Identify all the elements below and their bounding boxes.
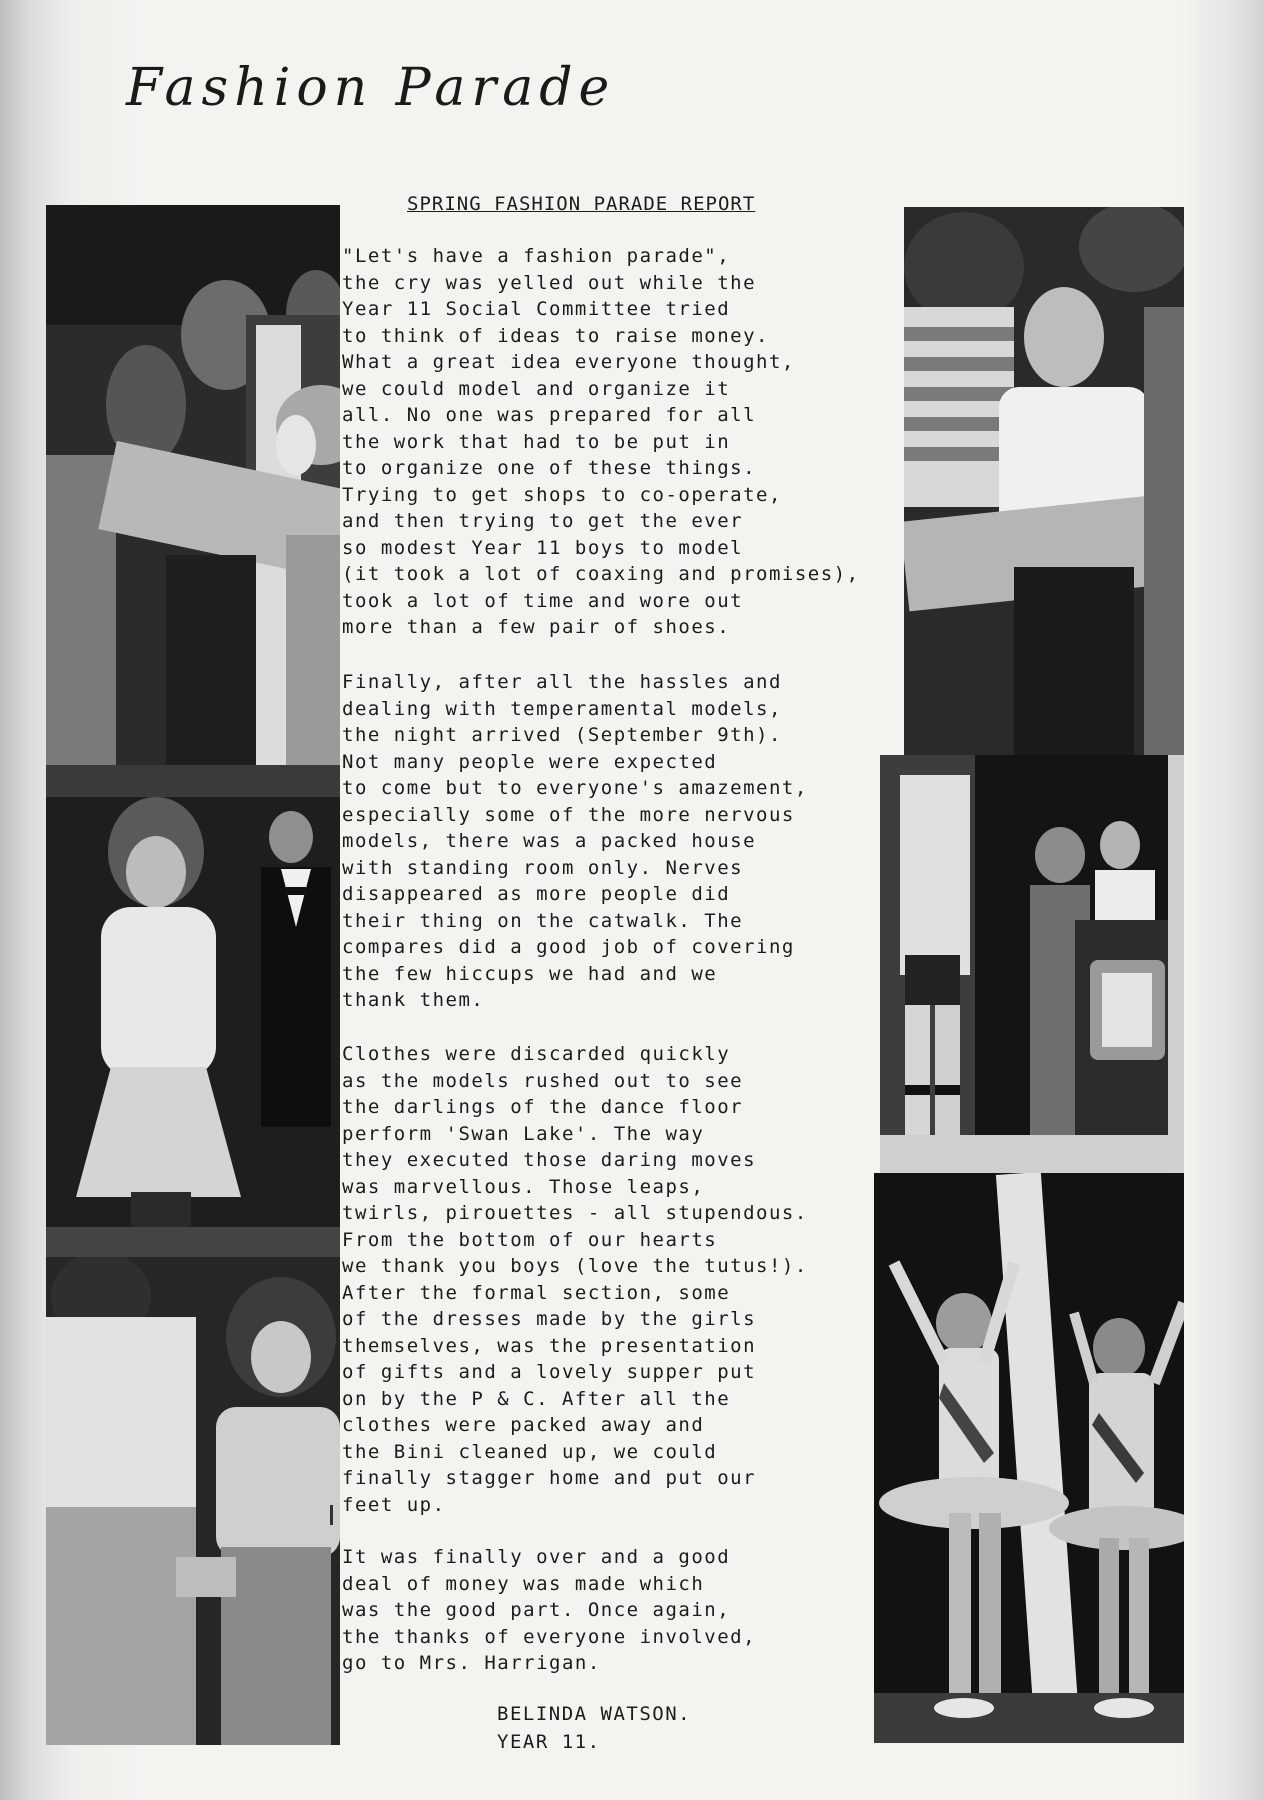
- text-line: From the bottom of our hearts: [342, 1228, 718, 1251]
- text-line: was the good part. Once again,: [342, 1599, 731, 1621]
- text-line: on by the P & C. After all the: [342, 1387, 731, 1410]
- text-line: the thanks of everyone involved,: [342, 1625, 757, 1648]
- text-line: go to Mrs. Harrigan.: [342, 1652, 601, 1674]
- text-line: with standing room only. Nerves: [342, 856, 744, 879]
- text-line: to come but to everyone's amazement,: [342, 777, 808, 799]
- photo-formal-couple: [46, 797, 340, 1257]
- text-line: the night arrived (September 9th).: [342, 724, 782, 746]
- text-line: and then trying to get the ever: [342, 510, 744, 532]
- page-title: Fashion Parade: [126, 58, 616, 118]
- text-line: to organize one of these things.: [342, 457, 757, 479]
- photo-striped-models: [904, 207, 1184, 755]
- text-line: as the models rushed out to see: [342, 1069, 744, 1092]
- text-line: the cry was yelled out while the: [342, 271, 757, 294]
- margin-mark: [330, 1505, 333, 1525]
- text-line: "Let's have a fashion parade",: [342, 245, 731, 267]
- text-line: especially some of the more nervous: [342, 803, 795, 826]
- photo-casual-couple: [46, 1257, 340, 1745]
- text-line: Clothes were discarded quickly: [342, 1043, 731, 1065]
- text-line: to think of ideas to raise money.: [342, 324, 769, 347]
- text-line: we could model and organize it: [342, 377, 731, 400]
- text-line: Trying to get shops to co-operate,: [342, 483, 782, 506]
- text-line: the darlings of the dance floor: [342, 1096, 744, 1118]
- text-line: perform 'Swan Lake'. The way: [342, 1122, 705, 1145]
- text-line: disappeared as more people did: [342, 883, 731, 905]
- paragraph-closing: [342, 1544, 902, 1677]
- paragraph-intro: [342, 243, 902, 641]
- text-line: the Bini cleaned up, we could: [342, 1440, 718, 1463]
- photo-compares-lectern: [880, 755, 1184, 1173]
- text-line: so modest Year 11 boys to model: [342, 536, 744, 559]
- text-line: the work that had to be put in: [342, 430, 731, 453]
- text-line: It was finally over and a good: [342, 1546, 731, 1568]
- text-line: they executed those daring moves: [342, 1149, 757, 1171]
- text-line: took a lot of time and wore out: [342, 589, 744, 612]
- report-heading: SPRING FASHION PARADE REPORT: [407, 193, 756, 215]
- text-line: more than a few pair of shoes.: [342, 616, 731, 638]
- text-line: Finally, after all the hassles and: [342, 671, 782, 693]
- text-line: of the dresses made by the girls: [342, 1308, 757, 1330]
- text-line: themselves, was the presentation: [342, 1334, 757, 1357]
- paragraph-swan-lake: [342, 1041, 902, 1518]
- text-line: we thank you boys (love the tutus!).: [342, 1255, 808, 1277]
- author-signature: [497, 1700, 797, 1756]
- text-line: all. No one was prepared for all: [342, 404, 757, 426]
- text-line: of gifts and a lovely supper put: [342, 1361, 757, 1383]
- text-line: After the formal section, some: [342, 1281, 731, 1304]
- text-line: finally stagger home and put our: [342, 1467, 757, 1489]
- text-line: Not many people were expected: [342, 750, 718, 773]
- photo-swan-lake-dancers: [874, 1173, 1184, 1743]
- text-line: compares did a good job of covering: [342, 936, 795, 958]
- photo-models-group: [46, 205, 340, 797]
- text-line: twirls, pirouettes - all stupendous.: [342, 1202, 808, 1224]
- text-line: (it took a lot of coaxing and promises),: [342, 563, 860, 585]
- text-line: What a great idea everyone thought,: [342, 351, 795, 373]
- text-line: their thing on the catwalk. The: [342, 909, 744, 932]
- text-line: clothes were packed away and: [342, 1414, 705, 1436]
- text-line: dealing with temperamental models,: [342, 697, 782, 720]
- signature-line: YEAR 11.: [497, 1731, 601, 1753]
- text-line: feet up.: [342, 1493, 446, 1516]
- text-line: was marvellous. Those leaps,: [342, 1175, 705, 1198]
- signature-line: BELINDA WATSON.: [497, 1703, 692, 1725]
- text-line: Year 11 Social Committee tried: [342, 298, 731, 320]
- text-line: models, there was a packed house: [342, 830, 757, 852]
- paragraph-night: [342, 669, 902, 1014]
- text-line: the few hiccups we had and we: [342, 962, 718, 985]
- text-line: thank them.: [342, 989, 485, 1011]
- text-line: deal of money was made which: [342, 1572, 705, 1595]
